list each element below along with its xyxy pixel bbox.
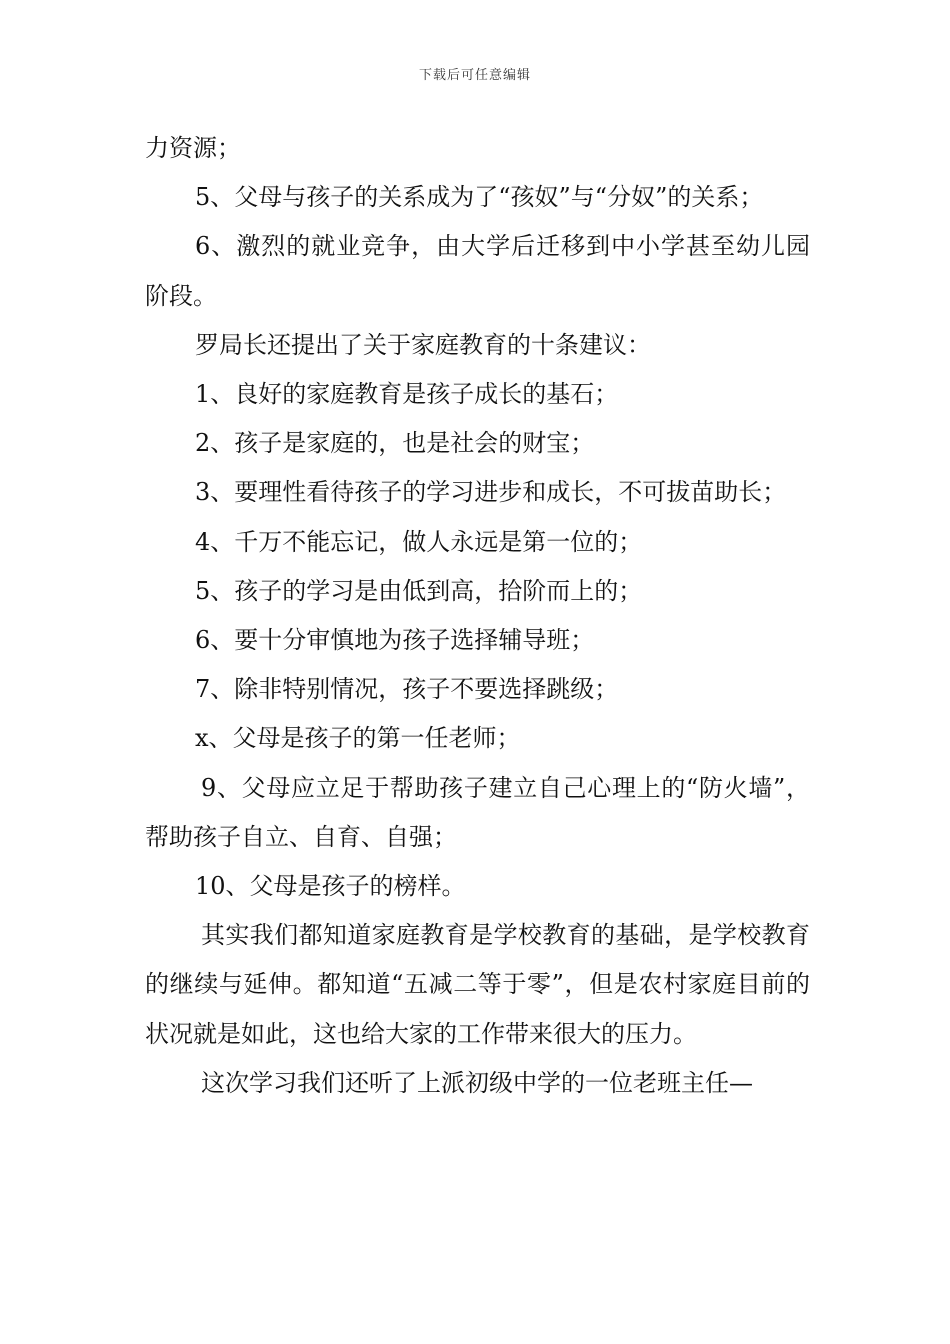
list-item-5: 5、孩子的学习是由低到高，拾阶而上的； — [195, 576, 643, 605]
paragraph-1: 力资源； — [145, 134, 241, 162]
page-header: 下载后可任意编辑 — [418, 68, 531, 83]
paragraph-2: 5、父母与孩子的关系成为了“孩奴”与“分奴”的关系； — [195, 183, 764, 212]
list-item-8: x、父母是孩子的第一任老师； — [195, 724, 521, 753]
paragraph-6: 这次学习我们还听了上派初级中学的一位老班主任— — [201, 1068, 753, 1097]
list-item-3: 3、要理性看待孩子的学习进步和成长，不可拔苗助长； — [195, 478, 787, 507]
list-item-6: 6、要十分审慎地为孩子选择辅导班； — [195, 626, 595, 655]
list-item-4: 4、千万不能忘记，做人永远是第一位的； — [195, 527, 643, 556]
paragraph-4: 罗局长还提出了关于家庭教育的十条建议： — [195, 330, 651, 359]
list-item-1: 1、良好的家庭教育是孩子成长的基石； — [195, 380, 619, 409]
document-body — [145, 124, 810, 1108]
list-item-9: 9、父母应立足于帮助孩子建立自己心理上的“防火墙”，帮助孩子自立、自育、自强； — [145, 773, 810, 851]
list-item-10: 10、父母是孩子的榜样。 — [195, 872, 466, 901]
paragraph-3: 6、激烈的就业竞争，由大学后迁移到中小学甚至幼儿园阶段。 — [145, 232, 810, 310]
paragraph-5: 其实我们都知道家庭教育是学校教育的基础，是学校教育的继续与延伸。都知道“五减二等于零”，但是农村家庭目前的状况就是如此，这也给大家的工作带来很大的压力。 — [145, 921, 810, 1048]
list-item-2: 2、孩子是家庭的，也是社会的财宝； — [195, 429, 595, 458]
list-item-7: 7、除非特别情况，孩子不要选择跳级； — [195, 675, 619, 704]
